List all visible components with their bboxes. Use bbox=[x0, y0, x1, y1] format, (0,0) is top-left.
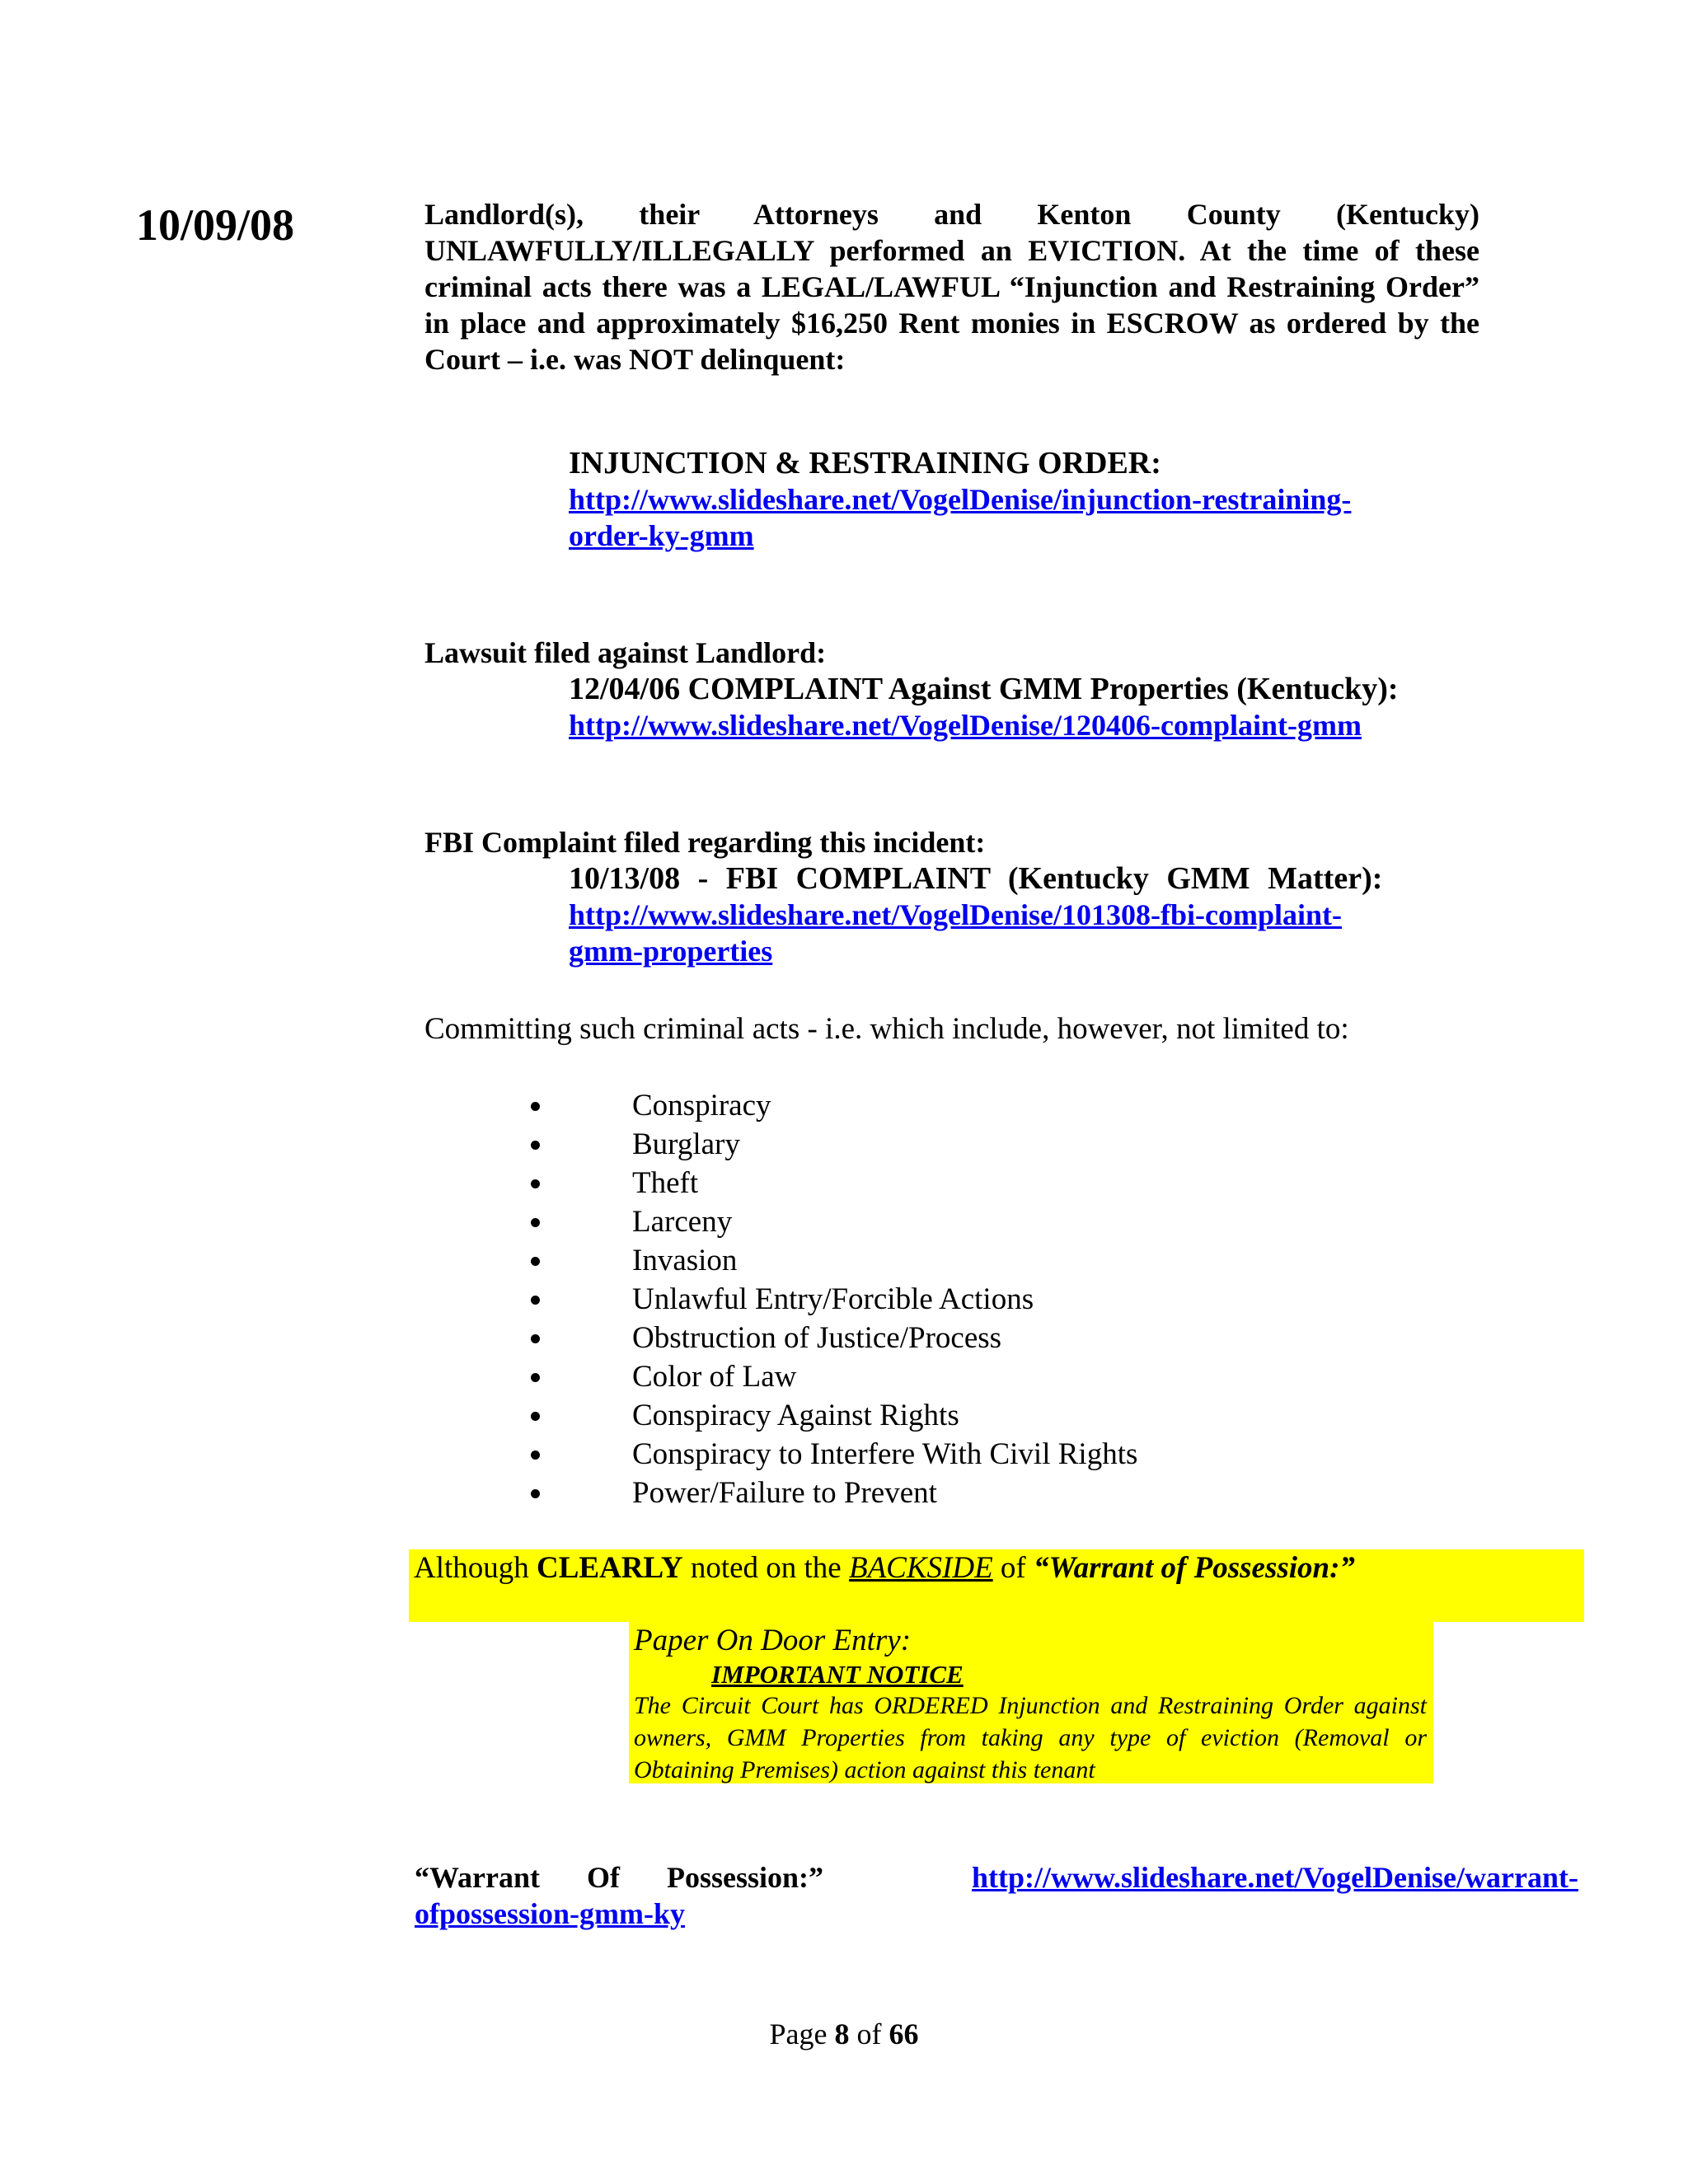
list-item: Conspiracy bbox=[524, 1086, 1137, 1125]
bullet-icon bbox=[531, 1257, 540, 1266]
page-total: 66 bbox=[889, 2018, 919, 2050]
lawsuit-section bbox=[569, 671, 1500, 743]
fbi-title: 10/13/08 - FBI COMPLAINT (Kentucky GMM Matter): bbox=[569, 861, 1383, 896]
fbi-link-line2: gmm-properties bbox=[569, 935, 773, 968]
warrant-link-line1[interactable]: http://www.slideshare.net/VogelDenise/warrant- bbox=[972, 1861, 1578, 1894]
warrant-label: “Warrant Of Possession:” bbox=[415, 1861, 823, 1894]
list-item: Invasion bbox=[524, 1241, 1137, 1280]
fbi-link[interactable] bbox=[569, 897, 1467, 969]
list-item: Larceny bbox=[524, 1202, 1137, 1241]
acts-intro: Committing such criminal acts - i.e. which include, however, not limited to: bbox=[424, 1012, 1349, 1046]
bullet-icon bbox=[531, 1179, 540, 1188]
acts-list bbox=[524, 1086, 1137, 1512]
list-item: Color of Law bbox=[524, 1357, 1137, 1396]
warrant-link-line2[interactable]: ofpossession-gmm-ky bbox=[415, 1897, 686, 1930]
lawsuit-link[interactable]: http://www.slideshare.net/VogelDenise/120406-complaint-gmm bbox=[569, 709, 1362, 742]
list-item: Unlawful Entry/Forcible Actions bbox=[524, 1280, 1137, 1319]
bullet-icon bbox=[531, 1373, 540, 1382]
bullet-icon bbox=[531, 1141, 540, 1150]
bullet-icon bbox=[531, 1218, 540, 1227]
fbi-section bbox=[569, 860, 1467, 969]
list-item: Power/Failure to Prevent bbox=[524, 1474, 1137, 1512]
list-item: Theft bbox=[524, 1164, 1137, 1202]
injunction-link[interactable] bbox=[569, 481, 1475, 554]
warrant-section bbox=[415, 1859, 1578, 1932]
highlight-banner bbox=[409, 1549, 1584, 1622]
injunction-link-line1: http://www.slideshare.net/VogelDenise/injunction-restraining- bbox=[569, 483, 1352, 516]
injunction-title: INJUNCTION & RESTRAINING ORDER: bbox=[569, 446, 1161, 480]
injunction-link-line2: order-ky-gmm bbox=[569, 519, 754, 552]
notice-line2: IMPORTANT NOTICE bbox=[711, 1660, 964, 1689]
main-paragraph: Landlord(s), their Attorneys and Kenton County (Kentucky) UNLAWFULLY/ILLEGALLY performed an EVICTION. At the time of these criminal acts there was a LEGAL/LAWFUL “Injunction and Restraining Order” in place and approximately $16,250 Rent monies in ESCROW as ordered by the Court – i.e. was NOT delinquent: bbox=[424, 198, 1479, 376]
bullet-icon bbox=[531, 1102, 540, 1111]
entry-date: 10/09/08 bbox=[136, 200, 295, 250]
notice-line3: The Circuit Court has ORDERED Injunction and Restraining Order against owners, GMM Properties from taking any type of eviction (Removal or Obtaining Premises) action against this tenant bbox=[634, 1692, 1427, 1783]
list-item: Conspiracy Against Rights bbox=[524, 1396, 1137, 1435]
injunction-section bbox=[569, 445, 1475, 554]
fbi-link-line1: http://www.slideshare.net/VogelDenise/101308-fbi-complaint- bbox=[569, 898, 1343, 931]
page-footer: Page 8 of 66 bbox=[769, 2018, 919, 2050]
page-number: 8 bbox=[834, 2018, 850, 2050]
notice-line1: Paper On Door Entry: bbox=[634, 1624, 912, 1657]
bullet-icon bbox=[531, 1451, 540, 1460]
list-item: Obstruction of Justice/Process bbox=[524, 1319, 1137, 1357]
lawsuit-heading: Lawsuit filed against Landlord: bbox=[424, 636, 827, 669]
lawsuit-title: 12/04/06 COMPLAINT Against GMM Properties (Kentucky): bbox=[569, 672, 1399, 706]
bullet-icon bbox=[531, 1489, 540, 1498]
list-item: Burglary bbox=[524, 1125, 1137, 1164]
highlight-text: Although CLEARLY noted on the BACKSIDE of “Warrant of Possession:” bbox=[414, 1551, 1355, 1585]
notice-box bbox=[629, 1622, 1433, 1783]
fbi-heading: FBI Complaint filed regarding this incident: bbox=[424, 826, 986, 859]
bullet-icon bbox=[531, 1334, 540, 1343]
bullet-icon bbox=[531, 1296, 540, 1305]
bullet-icon bbox=[531, 1412, 540, 1421]
list-item: Conspiracy to Interfere With Civil Rights bbox=[524, 1435, 1137, 1474]
